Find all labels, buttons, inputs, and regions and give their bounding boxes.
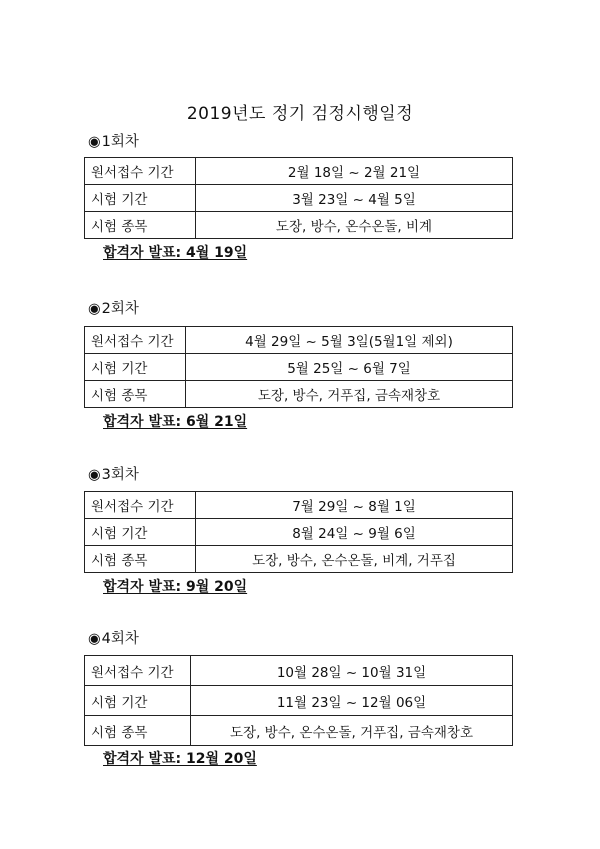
round-2-announcement: 합격자 발표: 6월 21일 bbox=[103, 414, 248, 430]
row-label: 시험 종목 bbox=[85, 546, 196, 573]
round-1-table bbox=[84, 157, 513, 239]
row-value: 10월 28일 ~ 10월 31일 bbox=[191, 656, 513, 686]
circle-bullet-icon: ◉ bbox=[88, 631, 101, 647]
round-3-table bbox=[84, 491, 513, 573]
row-label: 원서접수 기간 bbox=[85, 158, 196, 185]
row-value: 도장, 방수, 온수온돌, 비계, 거푸집 bbox=[196, 546, 513, 573]
round-3-announcement: 합격자 발표: 9월 20일 bbox=[103, 579, 248, 595]
row-value: 4월 29일 ~ 5월 3일(5월1일 제외) bbox=[186, 327, 513, 354]
round-3-title: 3회차 bbox=[101, 467, 139, 483]
row-value: 11월 23일 ~ 12월 06일 bbox=[191, 686, 513, 716]
table-row bbox=[85, 656, 513, 686]
table-row bbox=[85, 354, 513, 381]
row-label: 시험 종목 bbox=[85, 716, 191, 746]
table-row bbox=[85, 327, 513, 354]
round-1-title: 1회차 bbox=[101, 134, 139, 150]
round-2-table bbox=[84, 326, 513, 408]
row-label: 시험 기간 bbox=[85, 354, 186, 381]
row-label: 시험 기간 bbox=[85, 519, 196, 546]
row-value: 5월 25일 ~ 6월 7일 bbox=[186, 354, 513, 381]
row-label: 시험 종목 bbox=[85, 212, 196, 239]
row-label: 원서접수 기간 bbox=[85, 492, 196, 519]
row-value: 3월 23일 ~ 4월 5일 bbox=[196, 185, 513, 212]
row-value: 도장, 방수, 거푸집, 금속재창호 bbox=[186, 381, 513, 408]
round-2-title: 2회차 bbox=[101, 301, 139, 317]
table-row bbox=[85, 492, 513, 519]
circle-bullet-icon: ◉ bbox=[88, 301, 101, 317]
row-value: 도장, 방수, 온수온돌, 거푸집, 금속재창호 bbox=[191, 716, 513, 746]
row-value: 도장, 방수, 온수온돌, 비계 bbox=[196, 212, 513, 239]
page-title: 2019년도 정기 검정시행일정 bbox=[186, 104, 414, 124]
table-row bbox=[85, 158, 513, 185]
row-label: 원서접수 기간 bbox=[85, 656, 191, 686]
row-label: 시험 기간 bbox=[85, 185, 196, 212]
table-row bbox=[85, 185, 513, 212]
table-row bbox=[85, 546, 513, 573]
round-2-heading bbox=[88, 297, 139, 318]
table-row bbox=[85, 381, 513, 408]
row-value: 7월 29일 ~ 8월 1일 bbox=[196, 492, 513, 519]
row-label: 시험 종목 bbox=[85, 381, 186, 408]
row-value: 2월 18일 ~ 2월 21일 bbox=[196, 158, 513, 185]
round-4-table bbox=[84, 655, 513, 746]
round-1-heading bbox=[88, 130, 139, 151]
table-row bbox=[85, 716, 513, 746]
circle-bullet-icon: ◉ bbox=[88, 467, 101, 483]
row-value: 8월 24일 ~ 9월 6일 bbox=[196, 519, 513, 546]
round-4-title: 4회차 bbox=[101, 631, 139, 647]
circle-bullet-icon: ◉ bbox=[88, 134, 101, 150]
row-label: 원서접수 기간 bbox=[85, 327, 186, 354]
round-3-heading bbox=[88, 463, 139, 484]
table-row bbox=[85, 519, 513, 546]
row-label: 시험 기간 bbox=[85, 686, 191, 716]
table-row bbox=[85, 686, 513, 716]
round-4-heading bbox=[88, 627, 139, 648]
table-row bbox=[85, 212, 513, 239]
round-1-announcement: 합격자 발표: 4월 19일 bbox=[103, 245, 248, 261]
round-4-announcement: 합격자 발표: 12월 20일 bbox=[103, 751, 257, 767]
